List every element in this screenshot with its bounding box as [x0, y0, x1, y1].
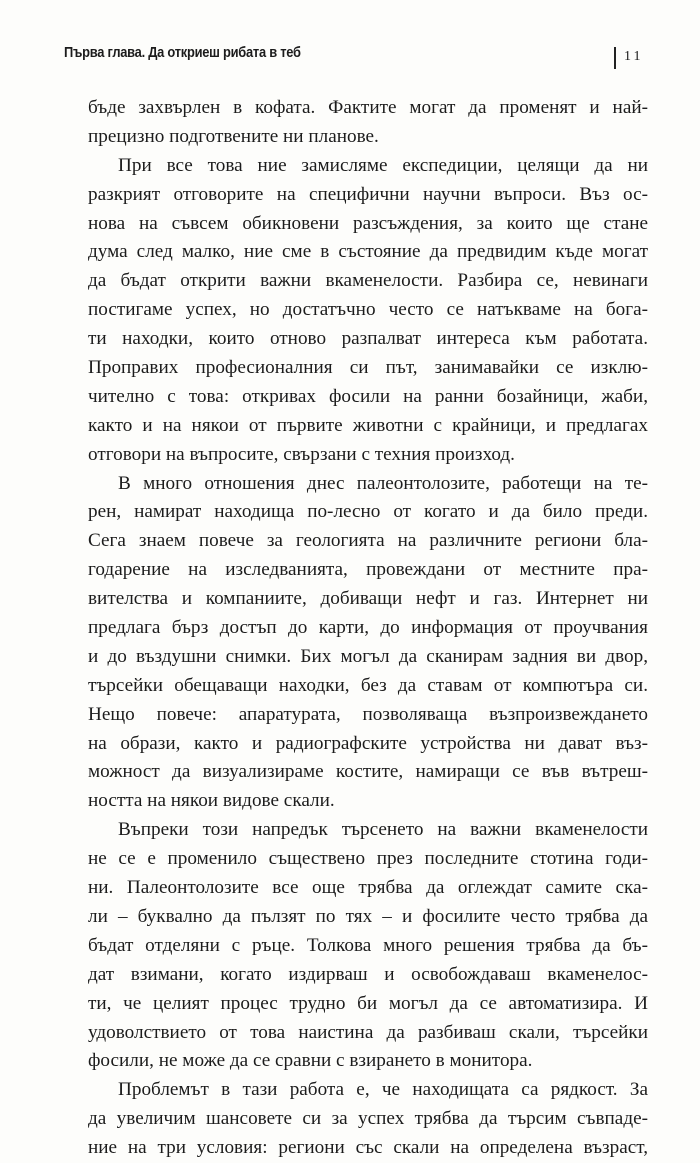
text-line: Нещо повече: апаратурата, позволяваща възпроизвеждането [88, 703, 648, 725]
text-line: ти, че целият процес трудно би могъл да се автоматизира. И [88, 992, 648, 1014]
paragraph-4 [88, 816, 648, 1076]
paragraph-2 [88, 152, 648, 470]
body-text [88, 94, 648, 1163]
text-line: ти находки, които отново разпалват интереса към работата. [88, 328, 648, 350]
text-line: Проправих професионалния си път, занимавайки се изклю- [88, 357, 648, 379]
text-line: вителства и компаниите, добиващи нефт и газ. Интернет ни [88, 588, 648, 610]
text-line: дума след малко, ние сме в състояние да предвидим къде могат [88, 241, 648, 263]
text-line: рен, намират находища по-лесно от когато и да било преди. [88, 501, 648, 523]
text-line: на образи, както и радиографските устройства ни дават въз- [88, 732, 648, 754]
text-line: бъдат отделяни с ръце. Толкова много решения трябва да бъ- [88, 934, 648, 956]
text-line: чително с това: откривах фосили на ранни бозайници, жаби, [88, 385, 648, 407]
text-line: ни. Палеонтолозите все още трябва да оглеждат самите ска- [88, 877, 648, 899]
text-line: Проблемът в тази работа е, че находищата са рядкост. За [118, 1079, 648, 1101]
running-head-chapter-title: Първа глава. Да откриеш рибата в теб [64, 44, 301, 61]
text-line: фосили, не може да се сравни с взирането в монитора. [88, 1050, 533, 1072]
text-line: В много отношения днес палеонтолозите, работещи на те- [118, 472, 648, 494]
text-line: не се е променило съществено през последните стотина годи- [88, 848, 648, 870]
text-line: ли – буквално да пълзят по тях – и фосилите често трябва да [88, 905, 648, 927]
text-line: ността на някои видове скали. [88, 790, 335, 812]
text-line: Въпреки този напредък търсенето на важни вкаменелости [118, 819, 648, 841]
text-line: разкрият отговорите на специфични научни въпроси. Въз ос- [88, 183, 648, 205]
text-line: удоволствието от това наистина да разбиваш скали, търсейки [88, 1021, 648, 1043]
text-line: При все това ние замисляме експедиции, целящи да ни [118, 154, 648, 176]
text-line: прецизно подготвените ни планове. [88, 125, 379, 147]
text-line: бъде захвърлен в кофата. Фактите могат да променят и най- [88, 97, 648, 118]
text-line: постигаме успех, но достатъчно често се натъкваме на бога- [88, 299, 648, 321]
text-line: дат взимани, когато издирваш и освобождаваш вкаменелос- [88, 963, 648, 985]
header-divider [614, 47, 616, 69]
text-line: и до въздушни снимки. Бих могъл да сканирам задния ви двор, [88, 645, 648, 667]
paragraph-1 [88, 94, 648, 152]
text-line: годарение на изследванията, провеждани от местните пра- [88, 559, 648, 581]
text-line: да бъдат открити важни вкаменелости. Разбира се, невинаги [88, 270, 648, 292]
text-line: както и на някои от първите животни с крайници, и предлагах [88, 414, 648, 436]
page-number: 11 [624, 49, 644, 64]
text-line: Сега знаем повече за геологията на различните региони бла- [88, 530, 648, 552]
paragraph-5 [88, 1076, 648, 1163]
text-line: предлага бърз достъп до карти, до информация от проучвания [88, 617, 648, 639]
text-line: нова на съвсем обикновени разсъждения, за които ще стане [88, 212, 648, 234]
text-line: отговори на въпросите, свързани с техния произход. [88, 443, 515, 465]
text-line: ние на три условия: региони със скали на определена възраст, [88, 1137, 648, 1159]
text-line: търсейки обещаващи находки, без да ставам от компютъра си. [88, 674, 648, 696]
text-line: да увеличим шансовете си за успех трябва да търсим съвпаде- [88, 1108, 648, 1130]
text-line: можност да визуализираме костите, намиращи се във вътреш- [88, 761, 648, 783]
paragraph-3 [88, 470, 648, 817]
